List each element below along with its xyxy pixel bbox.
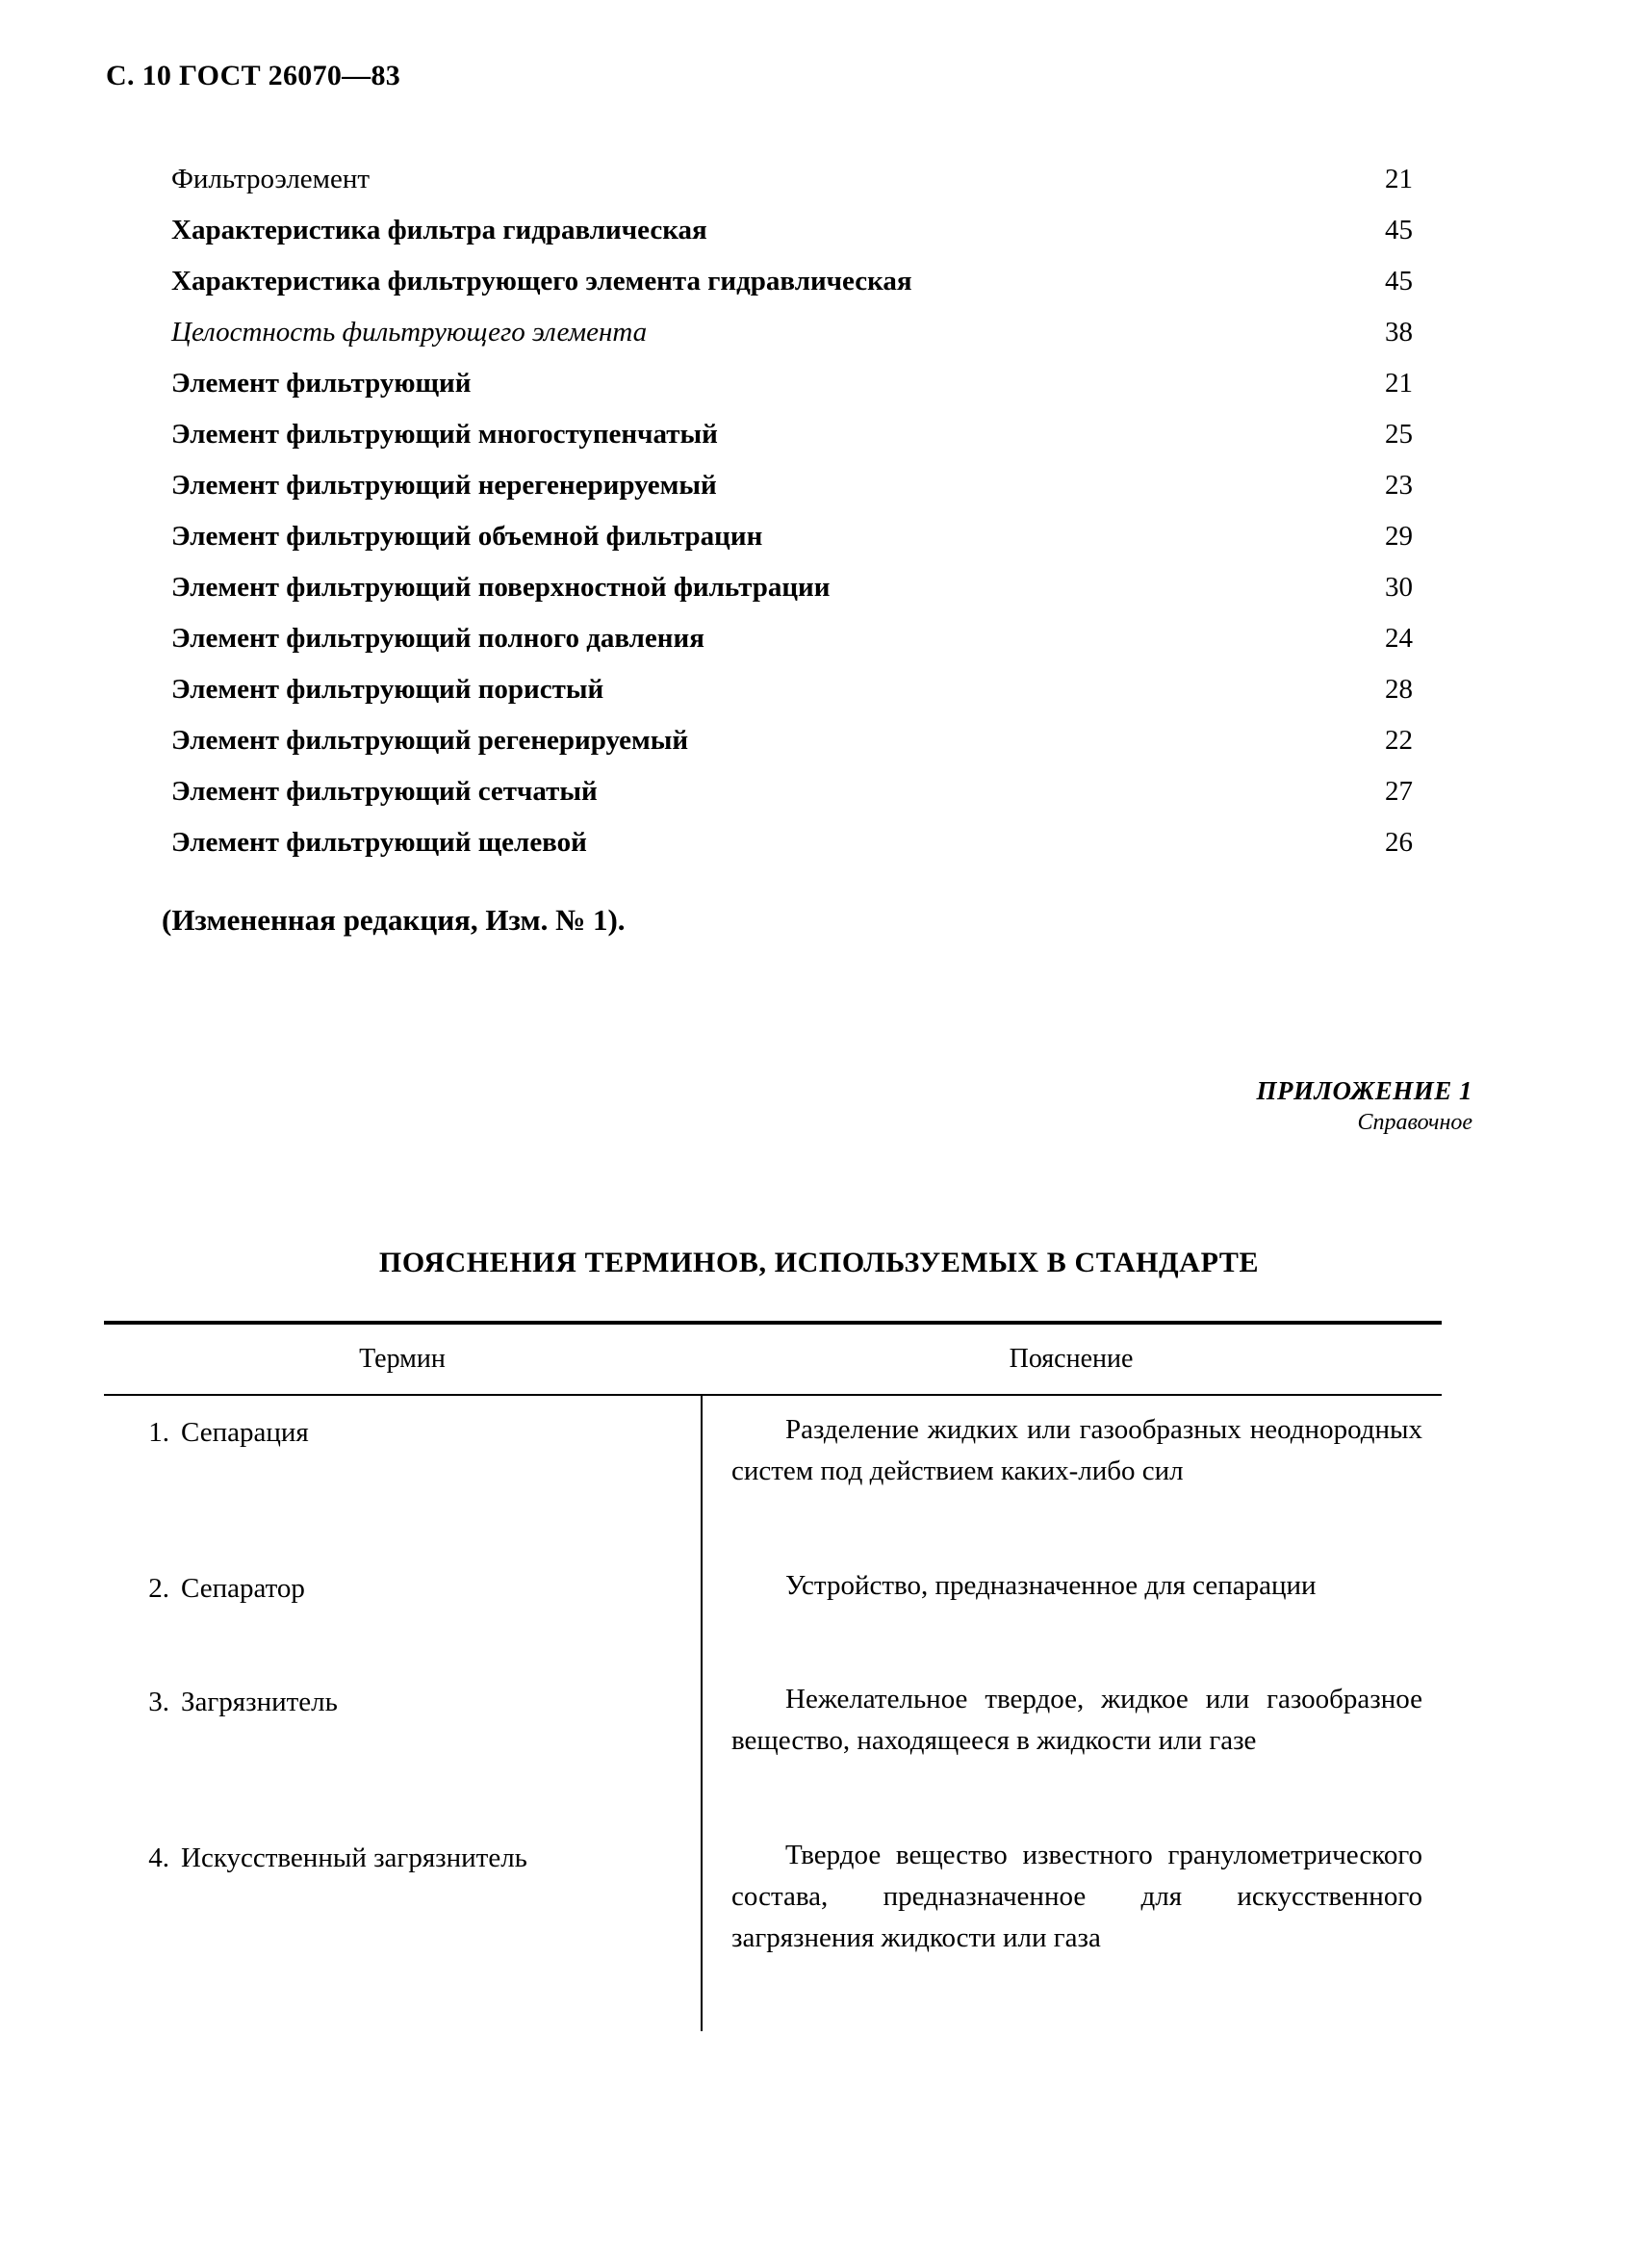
index-term: Элемент фильтрующий поверхностной фильтрации — [171, 572, 831, 603]
index-term: Фильтроэлемент — [171, 164, 371, 194]
explanation-cell — [731, 1679, 1422, 1762]
index-page: 30 — [1385, 572, 1413, 603]
term-cell — [104, 1573, 681, 1605]
term-text: Загрязнитель — [181, 1687, 338, 1717]
explanation-cell — [731, 1565, 1422, 1607]
index-term: Элемент фильтрующий нерегенерируемый — [171, 470, 717, 501]
index-list — [171, 154, 1413, 868]
term-number: 4. — [148, 1843, 169, 1873]
column-header-term: Термин — [359, 1344, 446, 1374]
index-page: 25 — [1385, 419, 1413, 450]
term-cell — [104, 1843, 681, 1874]
table-body — [104, 1396, 1442, 2008]
index-page: 21 — [1385, 164, 1413, 194]
table-row — [104, 1565, 1442, 1658]
index-term: Элемент фильтрующий пористый — [171, 674, 604, 705]
term-number: 1. — [148, 1417, 169, 1448]
explanation-cell — [731, 1835, 1422, 1959]
term-number: 3. — [148, 1687, 169, 1717]
index-page: 23 — [1385, 470, 1413, 501]
index-page: 28 — [1385, 674, 1413, 705]
explanation-text: Разделение жидких или газообразных неоднородных систем под действием каких-либо сил — [731, 1414, 1422, 1486]
index-term: Элемент фильтрующий объемной фильтрацин — [171, 521, 763, 552]
index-page: 22 — [1385, 725, 1413, 756]
index-term: Целостность фильтрующего элемента — [171, 317, 648, 348]
index-page: 27 — [1385, 776, 1413, 807]
index-page: 29 — [1385, 521, 1413, 552]
column-header-explanation: Пояснение — [1009, 1344, 1134, 1374]
index-page: 21 — [1385, 368, 1413, 399]
index-term: Элемент фильтрующий многоступенчатый — [171, 419, 718, 450]
term-cell — [104, 1417, 681, 1449]
list-item — [171, 715, 1413, 766]
index-term: Элемент фильтрующий сетчатый — [171, 776, 598, 807]
list-item — [171, 205, 1413, 256]
list-item — [171, 154, 1413, 205]
list-item — [171, 613, 1413, 664]
list-item — [171, 562, 1413, 613]
list-item — [171, 766, 1413, 817]
term-text: Сепарация — [181, 1417, 309, 1448]
index-page: 45 — [1385, 215, 1413, 245]
index-term: Элемент фильтрующий — [171, 368, 472, 399]
list-item — [171, 460, 1413, 511]
index-term: Элемент фильтрующий регенерируемый — [171, 725, 689, 756]
table-row — [104, 1835, 1442, 2008]
appendix-title: ПРИЛОЖЕНИЕ 1 — [1256, 1076, 1472, 1105]
index-page: 24 — [1385, 623, 1413, 654]
list-item — [171, 817, 1413, 868]
term-number: 2. — [148, 1573, 169, 1604]
index-page: 26 — [1385, 827, 1413, 858]
table-row — [104, 1679, 1442, 1814]
list-item — [171, 511, 1413, 562]
table-row — [104, 1409, 1442, 1544]
index-term: Элемент фильтрующий щелевой — [171, 827, 587, 858]
list-item — [171, 664, 1413, 715]
terms-table — [104, 1321, 1442, 2029]
page-header: С. 10 ГОСТ 26070—83 — [106, 60, 401, 91]
list-item — [171, 307, 1413, 358]
index-term: Характеристика фильтра гидравлическая — [171, 215, 707, 245]
explanation-text: Устройство, предназначенное для сепарации — [785, 1570, 1317, 1601]
list-item — [171, 358, 1413, 409]
term-text: Искусственный загрязнитель — [181, 1843, 527, 1873]
page-title: ПОЯСНЕНИЯ ТЕРМИНОВ, ИСПОЛЬЗУЕМЫХ В СТАНДАРТЕ — [378, 1247, 1260, 1278]
index-term: Элемент фильтрующий полного давления — [171, 623, 704, 654]
list-item — [171, 256, 1413, 307]
revision-note: (Измененная редакция, Изм. № 1). — [162, 903, 626, 937]
explanation-cell — [731, 1409, 1422, 1492]
index-page: 38 — [1385, 317, 1413, 348]
list-item — [171, 409, 1413, 460]
table-header-row — [104, 1325, 1442, 1394]
index-term: Характеристика фильтрующего элемента гидравлическая — [171, 266, 912, 296]
appendix-block — [1256, 1076, 1472, 1136]
index-page: 45 — [1385, 266, 1413, 296]
appendix-subtitle: Справочное — [1357, 1110, 1472, 1135]
explanation-text: Нежелательное твердое, жидкое или газообразное вещество, находящееся в жидкости или газе — [731, 1684, 1422, 1756]
explanation-text: Твердое вещество известного гранулометрического состава, предназначенное для искусственного загрязнения жидкости или газа — [731, 1840, 1422, 1953]
term-cell — [104, 1687, 681, 1718]
term-text: Сепаратор — [181, 1573, 305, 1604]
